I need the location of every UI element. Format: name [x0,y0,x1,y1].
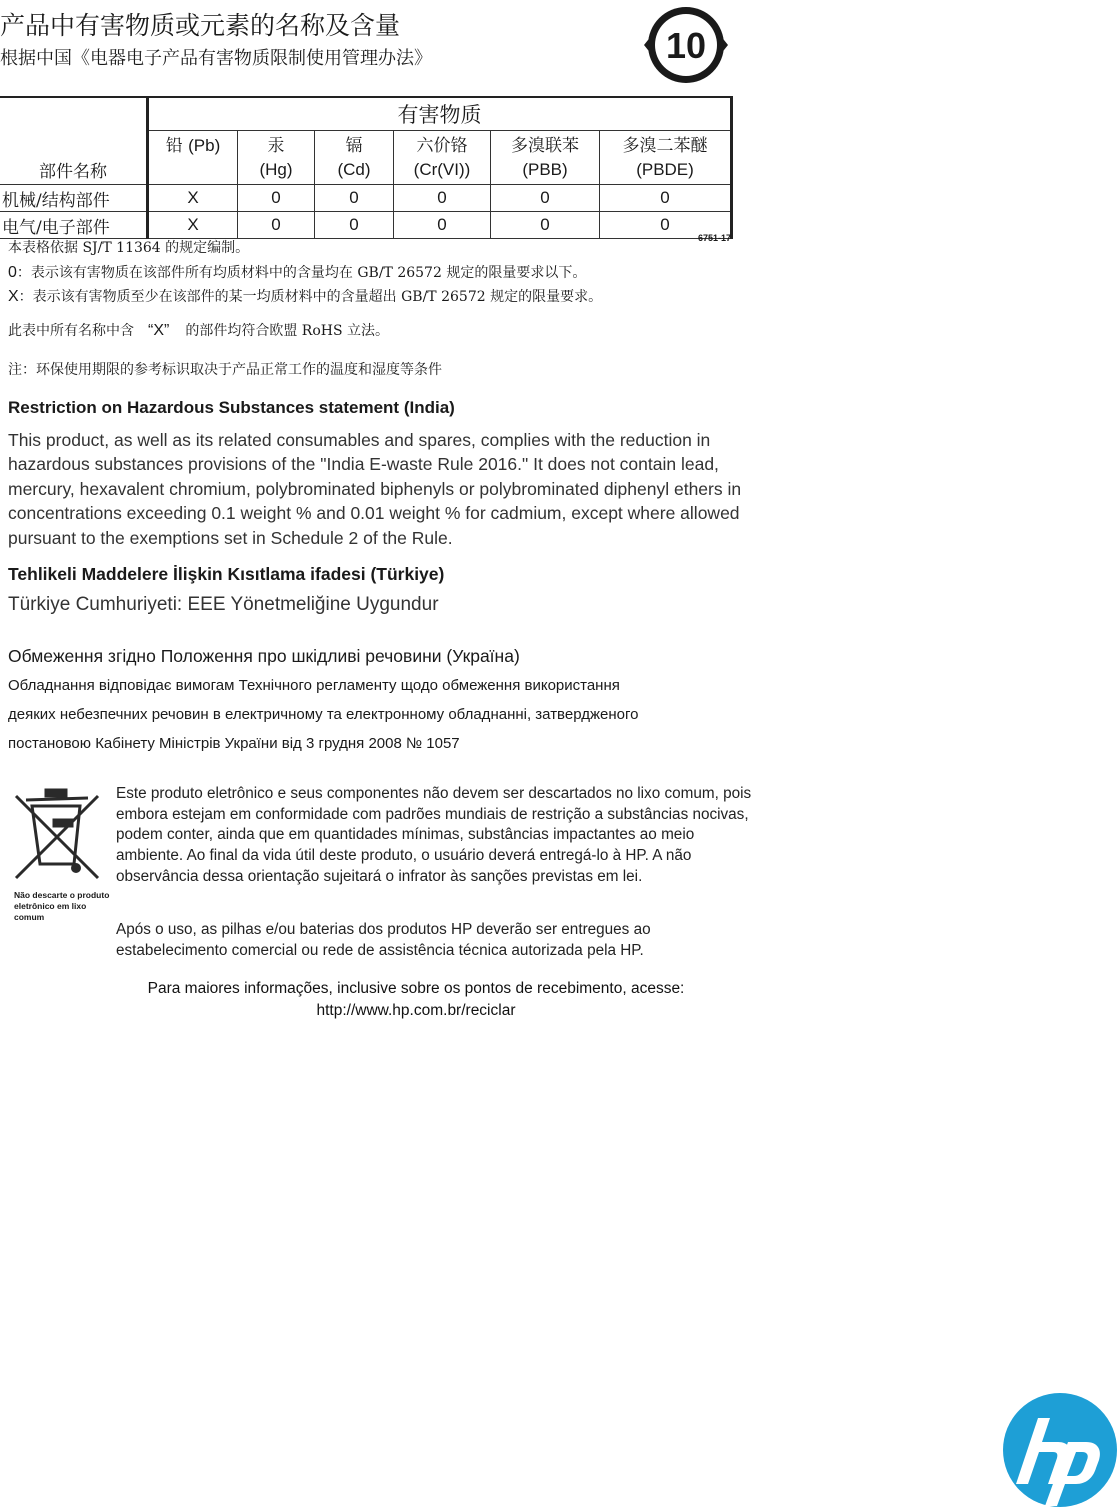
brazil-paragraph-2: Após o uso, as pilhas e/ou baterias dos produtos HP deverão ser entregues ao estabelecimento comercial ou rede de assistência técnica autorizada pela HP. [116,921,651,959]
india-section-body: This product, as well as its related consumables and spares, complies with the reduction in hazardous substances provisions of the "India E-waste Rule 2016." It does not contain lead, mercury, hexavalent chromium, polybrominated biphenyls or polybrominated diphenyl ethers in concentrations exceeding 0.1 weight % and 0.01 weight % for cadmium, except where allowed pursuant to the exemptions set in Schedule 2 of the Rule. [8,430,742,548]
column-header: 汞 (Hg) [238,131,315,185]
value-cell: 0 [491,212,600,239]
column-header: 铅 (Pb) [148,131,238,185]
india-section-title: Restriction on Hazardous Substances statement (India) [8,398,455,417]
bin-caption: Não descarte o produto eletrônico em lixo comum [14,890,110,922]
value-cell: 0 [394,185,491,212]
column-header: 六价铬 (Cr(VI)) [394,131,491,185]
epup-label: 10 [665,25,707,66]
epup-10-icon [636,4,736,86]
turkiye-section-body: Türkiye Cumhuriyeti: EEE Yönetmeliğine Uygundur [8,594,439,615]
value-cell: 0 [238,212,315,239]
more-info-text: Para maiores informações, inclusive sobre os pontos de recebimento, acesse: [147,980,685,997]
recycle-url: http://www.hp.com.br/reciclar [316,1002,516,1019]
page-title: 产品中有害物质或元素的名称及含量 [0,11,401,40]
ukraine-body-line: Обладнання відповідає вимогам Технічного регламенту щодо обмеження використання [8,677,620,694]
value-cell: X [148,185,238,212]
value-cell: 0 [491,185,600,212]
zero-definition-note: 0：表示该有害物质在该部件所有均质材料中的含量均在 GB/T 26572 规定的限量要求以下。 [8,264,587,281]
column-header: 多溴二苯醚 (PBDE) [600,131,732,185]
epup-note: 注：环保使用期限的参考标识取决于产品正常工作的温度和湿度等条件 [8,362,442,378]
column-header: 镉 (Cd) [315,131,394,185]
value-cell: 0 [600,185,732,212]
part-name-cell: 电气/电子部件 [0,212,148,239]
crossed-out-wheelie-bin-icon [12,786,102,882]
value-cell: 0 [394,212,491,239]
value-cell: 0 [315,185,394,212]
rohs-compliance-note: 此表中所有名称中含 “X” 的部件均符合欧盟 RoHS 立法。 [8,322,389,339]
x-definition-note: X：表示该有害物质至少在该部件的某一均质材料中的含量超出 GB/T 26572 规定的限量要求。 [8,288,603,305]
column-header: 多溴联苯 (PBB) [491,131,600,185]
group-header: 有害物质 [148,97,732,131]
table-row [0,185,732,212]
ukraine-section-title: Обмеження згідно Положення про шкідливі речовини (Україна) [8,646,520,666]
value-cell: 0 [600,212,732,239]
part-name-header: 部件名称 [0,97,148,185]
turkiye-section-title: Tehlikeli Maddelere İlişkin Kısıtlama ifadesi (Türkiye) [8,564,445,584]
brazil-paragraph-1: Este produto eletrônico e seus componentes não devem ser descartados no lixo comum, pois embora estejam em conformidade com padrões mundiais de restrição a substâncias nocivas, podem conter, ainda que em quantidades mínimas, substâncias impactantes ao meio ambiente. Ao final da vida útil deste produto, o usuário deverá entregá-lo à HP. A não observância dessa orientação sujeitará o infrator às sanções previstas em lei. [116,785,752,885]
ukraine-body-line: постановою Кабінету Міністрів України від 3 грудня 2008 № 1057 [8,735,460,752]
value-cell: 0 [238,185,315,212]
hp-logo [1002,1392,1118,1508]
ukraine-body-line: деяких небезпечних речовин в електричному та електронному обладнанні, затвердженого [8,706,639,723]
hazardous-substances-table [0,96,733,239]
table-row [0,212,732,239]
more-info-block [116,978,716,1022]
value-cell: 0 [315,212,394,239]
part-name-cell: 机械/结构部件 [0,185,148,212]
document-number: 6751-17 [698,233,732,243]
value-cell: X [148,212,238,239]
page-subtitle: 根据中国《电器电子产品有害物质限制使用管理办法》 [0,48,432,69]
table-basis-note: 本表格依据 SJ/T 11364 的规定编制。 [8,240,250,256]
